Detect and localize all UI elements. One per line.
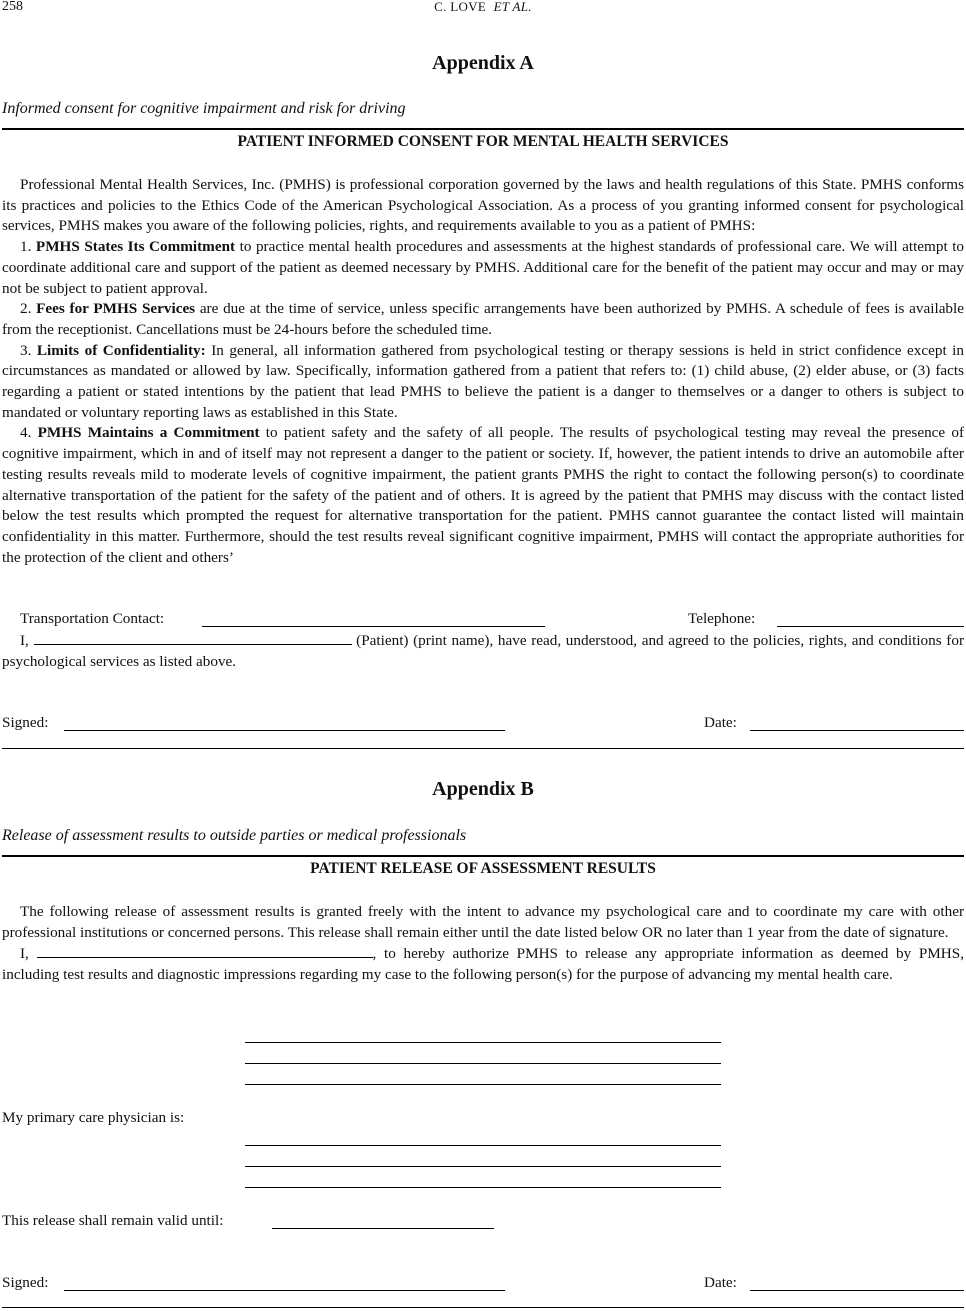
- policy-item-text: to practice mental health procedures and assessments at the highest standards of professional care. We will attempt to coordinate additional care and support of the patient as deemed necessary by PMHS. Additional care for the benefit of the patient may occur and may or may not be subject to patient approval.: [2, 238, 965, 297]
- appendix-b-form-title: PATIENT RELEASE OF ASSESSMENT RESULTS: [310, 860, 656, 877]
- policy-item-text: In general, all information gathered from psychological testing or therapy sessions is held in strict confidence except in circumstances as mandated or allowed by law. Specifically, information gathered from a patient that refers to: (1) child abuse, (2) elder abuse, or (3) facts regarding a patient or stated intentions by the patient that lead PMHS to believe the patient is a danger to themselves or a danger to others is subject to mandated or voluntary reporting laws as established in this State.: [2, 341, 964, 421]
- policy-item-number: 4.: [20, 424, 32, 442]
- physician-line-1[interactable]: [245, 1145, 721, 1146]
- transport-contact-field[interactable]: [202, 610, 545, 627]
- policy-item-text: to patient safety and the safety of all people. The results of psychological testing may reveal the presence of cognitive impairment, which in and of itself may not represent a danger to the patient or society. If, however, the patient intends to drive an automobile after testing results reveals mild to moderate levels of cognitive impairment, the patient grants PMHS the right to contact the following person(s) to coordinate alternative transportation of the patient for the safety of the patient and of others. It is agreed by the patient that PMHS may discuss with the contact listed below the test results which prompted the request for alternative transportation for the patient. PMHS cannot guarantee the contact listed will maintain confidentiality in this matter. Furthermore, should the test results reveal significant cognitive impairment, PMHS will contact the appropriate authorities for the protection of the client and others’: [2, 424, 965, 566]
- physician-line-3[interactable]: [245, 1187, 721, 1188]
- valid-until-row: [2, 1210, 964, 1232]
- appendix-b-subtitle: Release of assessment results to outside parties or medical professionals: [2, 827, 467, 844]
- date-label: Date:: [704, 1274, 737, 1291]
- valid-until-label: This release shall remain valid until:: [2, 1212, 224, 1229]
- appendix-a-intro: Professional Mental Health Services, Inc. (PMHS) is professional corporation governed by the laws and health regulations of this State. PMHS conforms its practices and policies to the Ethics Code of the American Psychological Association. As a process of you granting informed consent for psychological services, PMHS makes you aware of the following policies, rights, and requirements available to you as a patient of PMHS:: [2, 176, 964, 235]
- physician-line-2[interactable]: [245, 1166, 721, 1167]
- patient-name-field[interactable]: [34, 630, 352, 645]
- appendix-a-bottom-rule: [2, 748, 964, 749]
- authorization-paragraph: [2, 943, 964, 985]
- policy-item-number: 2.: [20, 300, 32, 318]
- policy-item-number: 3.: [20, 341, 32, 359]
- policy-item-lead: Fees for PMHS Services: [36, 300, 196, 318]
- running-head: [0, 0, 966, 15]
- appendix-a-signature-row: [2, 712, 964, 734]
- appendix-b-body: [2, 902, 964, 986]
- policy-item-lead: PMHS Maintains a Commitment: [37, 424, 260, 442]
- signed-label: Signed:: [2, 1274, 49, 1291]
- agreement-text: (Patient) (print name), have read, understood, and agreed to the policies, rights, and conditions for psychological services as listed above.: [2, 632, 965, 670]
- release-recipient-line-1[interactable]: [245, 1042, 721, 1043]
- physician-label: My primary care physician is:: [2, 1109, 185, 1126]
- page-number: 258: [2, 0, 23, 14]
- appendix-a-form-title: PATIENT INFORMED CONSENT FOR MENTAL HEALTH SERVICES: [237, 133, 729, 150]
- policy-item-4: [2, 423, 964, 568]
- appendix-b-intro: The following release of assessment results is granted freely with the intent to advance my psychological care and to coordinate my care with other professional institutions or concerned persons. This release shall remain either until the date listed below OR no later than 1 year from the date of signature.: [2, 903, 964, 941]
- authorizer-name-field[interactable]: [37, 943, 373, 958]
- appendix-b-bottom-rule: [2, 1307, 964, 1308]
- release-recipient-line-3[interactable]: [245, 1084, 721, 1085]
- policy-item-number: 1.: [20, 238, 32, 256]
- appendix-a-body: [2, 175, 964, 568]
- physician-row: [2, 1107, 964, 1129]
- agreement-paragraph: [2, 630, 964, 672]
- policy-item-lead: Limits of Confidentiality:: [36, 341, 206, 359]
- policy-item-1: [2, 237, 964, 299]
- transport-contact-label: Transportation Contact:: [20, 610, 165, 627]
- policy-item-3: [2, 341, 964, 424]
- running-head-authors: C. LOVE: [434, 0, 487, 14]
- policy-item-2: [2, 299, 964, 340]
- signature-field[interactable]: [64, 714, 505, 731]
- signature-field[interactable]: [64, 1274, 505, 1291]
- running-head-et-al: ET AL.: [493, 0, 532, 14]
- telephone-field[interactable]: [777, 610, 964, 627]
- policy-item-text: are due at the time of service, unless specific arrangements have been authorized by PMHS. A schedule of fees is available from the receptionist. Cancellations must be 24-hours before the scheduled time.: [2, 300, 964, 338]
- appendix-b-top-rule: [2, 855, 964, 857]
- authorization-prefix: I,: [20, 945, 29, 963]
- release-recipient-line-2[interactable]: [245, 1063, 721, 1064]
- date-field[interactable]: [750, 714, 964, 731]
- telephone-label: Telephone:: [688, 610, 756, 627]
- authorization-text: , to hereby authorize PMHS to release any appropriate information as deemed by PMHS, including test results and diagnostic impressions regarding my case to the following person(s) for the purpose of advancing my mental health care.: [2, 945, 964, 984]
- appendix-b-title: Appendix B: [432, 778, 534, 800]
- policy-item-lead: PMHS States Its Commitment: [35, 238, 236, 256]
- date-field[interactable]: [750, 1274, 964, 1291]
- appendix-a-subtitle: Informed consent for cognitive impairment and risk for driving: [2, 100, 406, 117]
- valid-until-field[interactable]: [272, 1212, 494, 1229]
- agreement-statement: [2, 630, 964, 672]
- transport-contact-row: [2, 608, 964, 630]
- running-header: [0, 0, 966, 20]
- date-label: Date:: [704, 714, 737, 731]
- appendix-a-top-rule: [2, 128, 964, 130]
- appendix-b-signature-row: [2, 1272, 964, 1294]
- agreement-prefix: I,: [20, 632, 29, 649]
- signed-label: Signed:: [2, 714, 49, 731]
- appendix-a-title: Appendix A: [432, 52, 534, 74]
